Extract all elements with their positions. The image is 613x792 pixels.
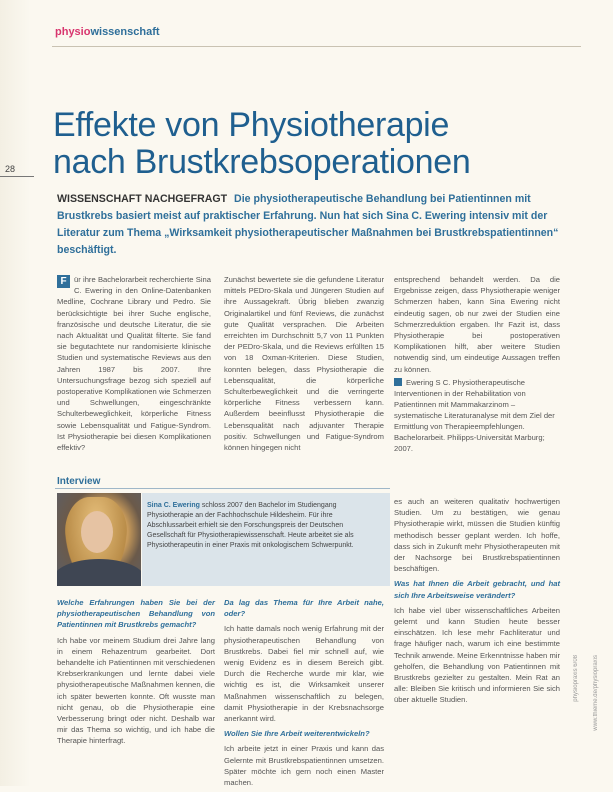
side-text-right: www.thieme.de/physiopraxis [593, 655, 599, 731]
author-photo [57, 493, 141, 586]
bio-text: schloss 2007 den Bachelor im Studiengang Physiotherapie an der Fachhochschule Hildesheim. Für ihre Abschlussarbeit erhielt sie den Forschungspreis der Deutschen Gesellschaft für Physiotherapiewissenschaft. Heute arbeitet sie als Physiotherapeutin in einer Praxis mit onkologischem Schwerpunkt. [147, 502, 354, 549]
interview-question-4: Was hat Ihnen die Arbeit gebracht, und hat sich Ihre Arbeitsweise verändert? [394, 579, 560, 600]
interview-question-2: Da lag das Thema für Ihre Arbeit nahe, oder? [224, 598, 384, 619]
page-number: 28 [5, 164, 16, 174]
interview-label: Interview [57, 476, 101, 487]
lead-text: Die physiotherapeutische Behandlung bei Patientinnen mit Brustkrebs basiert meist auf praktischer Erfahrung. Nun hat sich Sina C. Ewering intensiv mit der Literatur zum Thema „Wirksamkeit physiotherapeutischer Maßnahmen bei Brustkrebspatientinnen“ beschäftigt. [57, 193, 559, 256]
interview-answer-2: Ich hatte damals noch wenig Erfahrung mit der physiotherapeutischen Behandlung von Brustkrebs. Dabei fiel mir schnell auf, wie wenig Evidenz es in diesem Bereich gibt. Durch die Recherche wurde mir klar, wie wichtig es ist, die Wirksamkeit unserer Maßnahmen wissenschaftlich zu belegen, damit Physiotherapie in der Krebsnachsorge anerkannt wird. [224, 624, 384, 724]
body-column-1 [57, 274, 211, 453]
interview-answer-1: Ich habe vor meinem Studium drei Jahre lang in einem Rehazentrum gearbeitet. Dort behandelte ich Patientinnen mit verschiedenen Krebserkrankungen und lernte dabei viele physiotherapeutische Maßnahmen kennen, die ich später bewerten konnte. Oft wusste man nicht genau, ob die Physiotherapie eine Verbesserung bringt oder nicht. Deshalb war mir das Thema so wichtig, und ich habe die Therapie hinterfragt. [57, 635, 215, 746]
interview-answer-4: Ich habe viel über wissenschaftliches Arbeiten gelernt und kann Studien heute besser einschätzen. Ich lese mehr Fachliteratur und frage häufiger nach, warum ich eine bestimmte Technik anwende. Meine Erkenntnisse haben mir geholfen, die Behandlung von Patientinnen mit Brustkrebs gezielter zu gestalten. Mein Rat an alle: Bleiben Sie kritisch und informieren Sie sich über aktuelle Studien. [394, 605, 560, 705]
body-column-3: entsprechend behandelt werden. Da die Ergebnisse zeigen, dass Physiotherapie weniger Schmerzen haben, kann Sina Ewering nicht eindeutig sagen, ob nur zwei der Studien eine Schmerzreduktion ergaben. Ihr Fazit ist, dass Physiotherapie bei postoperativen Komplikationen hilft, aber weitere Studien notwendig sind, um eindeutige Aussagen treffen zu können. [394, 275, 560, 374]
page-number-rule [0, 176, 34, 177]
bio-name: Sina C. Ewering [147, 502, 200, 509]
body-column-2: Zunächst bewertete sie die gefundene Literatur mittels PEDro-Skala und Jüngeren Studien auf ihre Aussagekraft. Übrig blieben zwanzig Originalartikel und fünf Reviews, die zunächst gute Qualität versprachen. Die Arbeiten erreichten im Durchschnitt 5,7 von 11 Punkten der PEDro-Skala, und die Reviews erfüllten 15 von 18 Oxman-Kriterien. Diese Studien, konnten belegen, dass Physiotherapie die Lebensqualität, die körperliche Schulterbeweglichkeit und die verringerte körperliche Fitness verbessern kann. Außerdem beeinflusst Physiotherapie die Lebensqualität nach adjuvanter Therapie positiv. Schwellungen und Fatigue-Syndrom können hingegen nicht [224, 275, 384, 453]
interview-answer-3: Ich arbeite jetzt in einer Praxis und kann das Gelernte mit Brustkrebspatientinnen umsetzen. Später möchte ich gern noch einen Master machen. [224, 744, 384, 788]
article-title [53, 107, 470, 181]
interview-question-1: Welche Erfahrungen haben Sie bei der physiotherapeutischen Behandlung von Patientinnen mit Brustkrebs gemacht? [57, 598, 215, 630]
section-header [55, 26, 160, 38]
interview-column-3 [394, 496, 560, 710]
photo-shoulders [57, 559, 141, 586]
section-header-part1: physio [55, 26, 91, 38]
interview-question-3: Wollen Sie Ihre Arbeit weiterentwickeln? [224, 729, 370, 739]
title-line-2: nach Brustkrebsoperationen [53, 143, 471, 181]
title-line-1: Effekte von Physiotherapie [53, 106, 450, 144]
interview-column-2 [224, 597, 384, 792]
reference-marker-icon [394, 378, 402, 386]
side-text-left: physiopraxis 6/08 [573, 655, 579, 702]
author-bio-box [142, 493, 390, 586]
reference-text: Ewering S C. Physiotherapeutische Interventionen in der Rehabilitation von Patientinnen mit Mammakarzinom – systematische Literaturanalyse mit dem Ziel der Ermittlung von Therapieempfehlungen. Bachelorarbeit. Philipps-Universität Marburg; 2007. [394, 378, 555, 453]
interview-rule [55, 488, 390, 489]
lead-paragraph [57, 191, 567, 259]
interview-column-1 [57, 597, 215, 751]
photo-face [81, 511, 113, 553]
dropcap: F [57, 275, 70, 288]
body-col1-text: ür ihre Bachelorarbeit recherchierte Sina C. Ewering in den Online-Datenbanken Medline, Cochrane Library und Pedro. Sie berücksichtigte bei ihrer Suche englische, französische und deutsche Literatur, die sie nach Aktualität und Qualität filterte. Sie fand sie begutachtete nur randomisierte klinische Studien und systematische Reviews aus den Jahren 1987 bis 2007. Ihre Untersuchungsfrage bezog sich speziell auf postoperative Komplikationen wie Schmerzen und Schwellungen, eingeschränkte Schulterbeweglichkeit, körperliche Fitness sowie Lebensqualität und Fatigue-Syndrom. Ist Physiotherapie bei diesen Komplikationen effektiv? [57, 275, 211, 453]
header-rule [52, 46, 581, 47]
interview-col3-continuation: es auch an weiteren qualitativ hochwertigen Studien. Um zu bestätigen, wie genau Physiotherapie wirkt, müssen die Studien künftig methodisch besser geplant werden. Ich hoffe, dass sich in Zukunft mehr Physiotherapeuten mit der Nachsorge bei Brustkrebspatientinnen beschäftigen. [394, 497, 560, 574]
literature-reference [394, 377, 560, 454]
lead-kicker: WISSENSCHAFT NACHGEFRAGT [57, 193, 228, 205]
section-header-part2: wissenschaft [90, 26, 160, 38]
